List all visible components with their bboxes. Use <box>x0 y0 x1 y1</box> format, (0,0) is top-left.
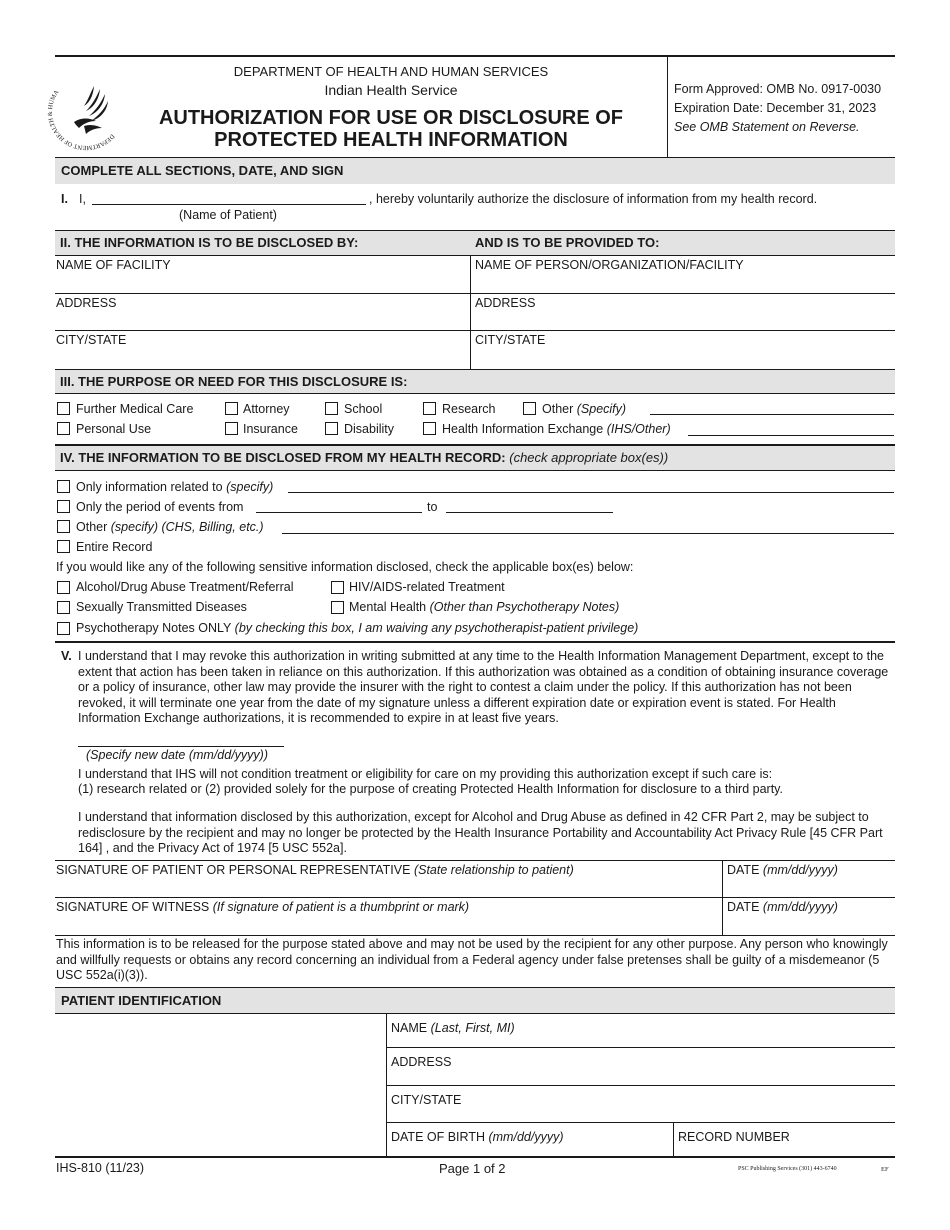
section2-left-title: II. THE INFORMATION IS TO BE DISCLOSED BY: <box>60 235 359 250</box>
only-info-note: (specify) <box>226 480 274 494</box>
section1-num: I. <box>61 192 68 206</box>
other-purpose-label <box>542 402 626 416</box>
rule <box>55 330 895 331</box>
rule <box>386 1122 895 1123</box>
redisclosure-paragraph: I understand that information disclosed by this authorization, except for Alcohol and Drug Abuse as defined in 42 CFR Part 2, may be subject to redisclosure by the recipient and may no longer be protected by the Health Insurance Portability and Accountability Act Privacy Rule [45 CFR Part 164] , and the Privacy Act of 1974 [5 USC 552a]. <box>78 810 883 855</box>
only-info-checkbox[interactable] <box>57 480 70 493</box>
condition-paragraph-line1: I understand that IHS will not condition treatment or eligibility for care on my providing this authorization except if such care is: <box>78 767 773 781</box>
section2-right-title: AND IS TO BE PROVIDED TO: <box>475 235 660 250</box>
form-title-line1: AUTHORIZATION FOR USE OR DISCLOSURE OF <box>158 107 624 129</box>
other-purpose-note: (Specify) <box>576 402 627 416</box>
rule <box>55 935 895 936</box>
ef-mark: EF <box>881 1166 889 1173</box>
research-label: Research <box>442 402 496 416</box>
psychotherapy-checkbox[interactable] <box>57 622 70 635</box>
hie-label <box>442 422 671 436</box>
complete-banner: COMPLETE ALL SECTIONS, DATE, AND SIGN <box>55 158 895 184</box>
pid-name-text: NAME <box>391 1021 428 1035</box>
entire-record-label: Entire Record <box>76 540 153 554</box>
research-checkbox[interactable] <box>423 402 436 415</box>
alcohol-drug-label: Alcohol/Drug Abuse Treatment/Referral <box>76 580 294 594</box>
rule <box>386 1085 895 1086</box>
patient-signature-note: (State relationship to patient) <box>413 863 574 877</box>
insurance-label: Insurance <box>243 422 298 436</box>
period-label: Only the period of events from <box>76 500 244 514</box>
to-city-state-label: CITY/STATE <box>475 333 546 347</box>
omb-note: See OMB Statement on Reverse. <box>674 120 860 134</box>
revocation-paragraph: I understand that I may revoke this authorization in writing submitted at any time to the Health Information Management Department, except to the extent that action has been taken in reliance on this authorization. If this authorization was obtained as a condition of obtaining insurance coverage or a policy of insurance, other law may provide the insurer with the right to contest a claim under the policy. If this authorization has not been revoked, it will terminate one year from the date of my signature unless a different expiration date or expiration event is stated. For Health Information Exchange authorizations, it is recommended to expire in at least five years. <box>78 649 889 725</box>
release-notice: This information is to be released for the purpose stated above and may not be used by the recipient for any other purpose. Any person who knowingly and willfully requests or obtains any record concerning an individual from a Federal agency under false pretenses shall be guilty of a misdemeanor (5 USC 552a(i)(3)). <box>56 937 888 982</box>
alcohol-drug-checkbox[interactable] <box>57 581 70 594</box>
new-date-field[interactable] <box>78 746 284 747</box>
witness-date-label <box>727 900 838 914</box>
section1-prefix: I, <box>79 192 86 206</box>
rule <box>386 1047 895 1048</box>
agency-name: Indian Health Service <box>324 82 458 98</box>
section2-header <box>55 231 895 255</box>
publisher: PSC Publishing Services (301) 443-6740 <box>738 1166 837 1172</box>
rule <box>55 897 895 898</box>
to-organization-label: NAME OF PERSON/ORGANIZATION/FACILITY <box>475 258 744 272</box>
page-number: Page 1 of 2 <box>439 1161 506 1176</box>
section3-title: III. THE PURPOSE OR NEED FOR THIS DISCLOSURE IS: <box>55 370 895 393</box>
witness-signature-note: (If signature of patient is a thumbprint or mark) <box>212 900 470 914</box>
sensitive-intro: If you would like any of the following sensitive information disclosed, check the applicable box(es) below: <box>56 560 634 574</box>
other-purpose-checkbox[interactable] <box>523 402 536 415</box>
hhs-eagle-icon <box>44 70 128 154</box>
patient-id-stamp-area[interactable] <box>56 1014 385 1155</box>
pid-record-number-label: RECORD NUMBER <box>678 1130 790 1144</box>
personal-use-label: Personal Use <box>76 422 152 436</box>
attorney-checkbox[interactable] <box>225 402 238 415</box>
other-info-label <box>76 520 264 534</box>
witness-date-text: DATE <box>727 900 760 914</box>
expiration-date: Expiration Date: December 31, 2023 <box>674 101 877 115</box>
period-to-field[interactable] <box>446 512 613 513</box>
witness-signature-label <box>56 900 469 914</box>
school-label: School <box>344 402 383 416</box>
patient-signature-text: SIGNATURE OF PATIENT OR PERSONAL REPRESENTATIVE <box>56 863 411 877</box>
only-info-label <box>76 480 273 494</box>
section4-title-note: (check appropriate box(es)) <box>509 450 669 465</box>
period-checkbox[interactable] <box>57 500 70 513</box>
other-purpose-text: Other <box>542 402 574 416</box>
condition-paragraph-line2: (1) research related or (2) provided solely for the purpose of creating Protected Health Information for disclosure to a third party. <box>78 782 783 796</box>
disability-label: Disability <box>344 422 395 436</box>
std-checkbox[interactable] <box>57 601 70 614</box>
from-facility-name-label: NAME OF FACILITY <box>56 258 171 272</box>
dept-name: DEPARTMENT OF HEALTH AND HUMAN SERVICES <box>233 64 549 79</box>
disability-checkbox[interactable] <box>325 422 338 435</box>
school-checkbox[interactable] <box>325 402 338 415</box>
patient-signature-label <box>56 863 574 877</box>
pid-city-state-label: CITY/STATE <box>391 1093 462 1107</box>
pid-name-note: (Last, First, MI) <box>430 1021 515 1035</box>
witness-date-note: (mm/dd/yyyy) <box>762 900 838 914</box>
hie-note: (IHS/Other) <box>606 422 671 436</box>
mental-health-checkbox[interactable] <box>331 601 344 614</box>
mental-health-label <box>349 600 619 614</box>
attorney-label: Attorney <box>243 402 290 416</box>
from-city-state-label: CITY/STATE <box>56 333 127 347</box>
hhs-seal <box>44 70 128 154</box>
pid-address-label: ADDRESS <box>391 1055 452 1069</box>
top-rule <box>55 55 895 57</box>
rule <box>55 641 895 643</box>
seal-text: DEPARTMENT OF HEALTH & HUMAN <box>46 88 116 152</box>
personal-use-checkbox[interactable] <box>57 422 70 435</box>
insurance-checkbox[interactable] <box>225 422 238 435</box>
omb-number: Form Approved: OMB No. 0917-0030 <box>674 82 882 96</box>
bottom-rule <box>55 1156 895 1158</box>
patient-name-field[interactable] <box>92 204 366 205</box>
mental-health-text: Mental Health <box>349 600 427 614</box>
hie-field[interactable] <box>688 435 894 436</box>
form-title-line2: PROTECTED HEALTH INFORMATION <box>214 129 568 151</box>
psychotherapy-note: (by checking this box, I am waiving any psychotherapist-patient privilege) <box>234 621 639 635</box>
other-info-note: (specify) (CHS, Billing, etc.) <box>110 520 264 534</box>
patient-date-label <box>727 863 838 877</box>
section4-title <box>55 446 895 470</box>
rule <box>55 255 895 256</box>
mental-health-note: (Other than Psychotherapy Notes) <box>429 600 620 614</box>
std-label: Sexually Transmitted Diseases <box>76 600 247 614</box>
witness-signature-text: SIGNATURE OF WITNESS <box>56 900 210 914</box>
section4-title-text: IV. THE INFORMATION TO BE DISCLOSED FROM MY HEALTH RECORD: <box>60 450 506 465</box>
rule <box>55 470 895 471</box>
only-info-text: Only information related to <box>76 480 223 494</box>
further-medical-care-label: Further Medical Care <box>76 402 194 416</box>
hie-text: Health Information Exchange <box>442 422 604 436</box>
further-medical-care-checkbox[interactable] <box>57 402 70 415</box>
only-info-field[interactable] <box>288 492 894 493</box>
section1-suffix: , hereby voluntarily authorize the disclosure of information from my health record. <box>369 192 818 206</box>
to-address-label: ADDRESS <box>475 296 536 310</box>
form-number: IHS-810 (11/23) <box>56 1161 145 1175</box>
patient-name-caption: (Name of Patient) <box>179 208 277 222</box>
period-to-label: to <box>427 500 438 514</box>
other-info-checkbox[interactable] <box>57 520 70 533</box>
patient-date-note: (mm/dd/yyyy) <box>762 863 838 877</box>
patient-date-text: DATE <box>727 863 760 877</box>
other-purpose-field[interactable] <box>650 414 894 415</box>
patient-id-title: PATIENT IDENTIFICATION <box>55 988 895 1013</box>
rule <box>673 1122 674 1156</box>
new-date-caption: (Specify new date (mm/dd/yyyy)) <box>86 748 268 762</box>
psychotherapy-text: Psychotherapy Notes ONLY <box>76 621 232 635</box>
rule <box>55 293 895 294</box>
section5-num: V. <box>61 649 72 663</box>
rule <box>55 393 895 394</box>
period-from-field[interactable] <box>256 512 422 513</box>
pid-name-label <box>391 1021 515 1035</box>
header-divider <box>667 57 668 157</box>
entire-record-checkbox[interactable] <box>57 540 70 553</box>
hie-checkbox[interactable] <box>423 422 436 435</box>
hiv-aids-checkbox[interactable] <box>331 581 344 594</box>
other-info-text: Other <box>76 520 108 534</box>
pid-dob-note: (mm/dd/yyyy) <box>488 1130 564 1144</box>
hiv-aids-label: HIV/AIDS-related Treatment <box>349 580 505 594</box>
rule <box>470 255 471 369</box>
psychotherapy-label <box>76 621 638 635</box>
pid-dob-text: DATE OF BIRTH <box>391 1130 485 1144</box>
other-info-field[interactable] <box>282 533 894 534</box>
rule <box>55 860 895 861</box>
pid-dob-label <box>391 1130 563 1144</box>
from-address-label: ADDRESS <box>56 296 117 310</box>
